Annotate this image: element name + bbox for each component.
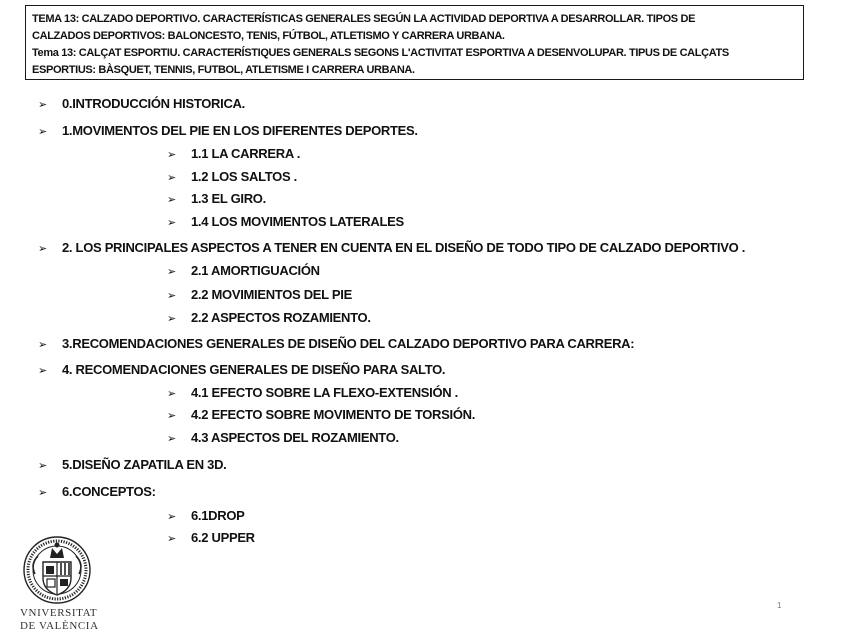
title-line-es-1: TEMA 13: CALZADO DEPORTIVO. CARACTERÍSTICAS GENERALES SEGÚN LA ACTIVIDAD DEPORTIVA A DESARROLLAR. TIPOS DE [32, 13, 696, 25]
outline-item-6-1 [167, 508, 245, 523]
title-line-ca-2: ESPORTIUS: BÀSQUET, TENNIS, FUTBOL, ATLETISME I CARRERA URBANA. [32, 64, 415, 76]
outline-item-0 [38, 96, 245, 111]
outline-item-text: 1.MOVIMENTOS DEL PIE EN LOS DIFERENTES DEPORTES. [62, 123, 418, 138]
outline-item-text: 4.3 ASPECTOS DEL ROZAMIENTO. [191, 430, 399, 445]
outline-item-text: 2.2 MOVIMIENTOS DEL PIE [191, 287, 352, 302]
arrow-bullet-icon: ➢ [167, 290, 176, 302]
outline-item-2-1 [167, 263, 320, 278]
university-seal-logo [16, 534, 106, 634]
outline-item-text: 6.1DROP [191, 508, 245, 523]
logo-text-line-1: VNIVERSITAT [20, 607, 98, 619]
arrow-bullet-icon: ➢ [167, 433, 176, 445]
outline-item-text: 2.2 ASPECTOS ROZAMIENTO. [191, 310, 371, 325]
arrow-bullet-icon: ➢ [167, 313, 176, 325]
outline-item-text: 2. LOS PRINCIPALES ASPECTOS A TENER EN CUENTA EN EL DISEÑO DE TODO TIPO DE CALZADO DEPORTIVO . [62, 240, 746, 255]
arrow-bullet-icon: ➢ [38, 99, 47, 111]
title-line-ca-1: Tema 13: CALÇAT ESPORTIU. CARACTERÍSTIQUES GENERALS SEGONS L'ACTIVITAT ESPORTIVA A DESENVOLUPAR. TIPUS DE CALÇATS [32, 47, 729, 59]
outline-item-4-1 [167, 385, 458, 400]
outline-item-3 [38, 336, 634, 351]
outline-item-text: 6.CONCEPTOS: [62, 484, 156, 499]
arrow-bullet-icon: ➢ [167, 388, 176, 400]
outline-item-6-2 [167, 530, 255, 545]
outline-item-text: 2.1 AMORTIGUACIÓN [191, 263, 320, 278]
outline-item-2-3 [167, 310, 371, 325]
arrow-bullet-icon: ➢ [38, 339, 47, 351]
outline-item-text: 5.DISEÑO ZAPATILA EN 3D. [62, 457, 227, 472]
arrow-bullet-icon: ➢ [38, 243, 47, 255]
outline-item-text: 0.INTRODUCCIÓN HISTORICA. [62, 96, 245, 111]
outline-item-1-3 [167, 191, 266, 206]
outline-item-6 [38, 484, 156, 499]
title-line-es-2: CALZADOS DEPORTIVOS: BALONCESTO, TENIS, FÚTBOL, ATLETISMO Y CARRERA URBANA. [32, 30, 505, 42]
arrow-bullet-icon: ➢ [167, 410, 176, 422]
outline-item-1 [38, 123, 418, 138]
outline-item-text: 6.2 UPPER [191, 530, 255, 545]
arrow-bullet-icon: ➢ [38, 126, 47, 138]
arrow-bullet-icon: ➢ [167, 172, 176, 184]
outline-item-text: 4. RECOMENDACIONES GENERALES DE DISEÑO PARA SALTO. [62, 362, 446, 377]
outline-item-text: 1.1 LA CARRERA . [191, 146, 301, 161]
outline-item-4 [38, 362, 445, 377]
outline-item-text: 1.3 EL GIRO. [191, 191, 266, 206]
arrow-bullet-icon: ➢ [167, 217, 176, 229]
arrow-bullet-icon: ➢ [38, 460, 47, 472]
outline-item-4-3 [167, 430, 399, 445]
outline-item-1-1 [167, 146, 300, 161]
outline-item-text: 1.2 LOS SALTOS . [191, 169, 297, 184]
outline-item-5 [38, 457, 226, 472]
arrow-bullet-icon: ➢ [167, 149, 176, 161]
outline-item-4-2 [167, 407, 475, 422]
arrow-bullet-icon: ➢ [167, 511, 176, 523]
logo-text-line-2: DE VALÈNCIA [20, 620, 99, 632]
arrow-bullet-icon: ➢ [38, 487, 47, 499]
arrow-bullet-icon: ➢ [167, 533, 176, 545]
outline-item-2-2 [167, 287, 352, 302]
page-number: 1 [777, 601, 782, 610]
arrow-bullet-icon: ➢ [38, 365, 47, 377]
outline-item-1-2 [167, 169, 297, 184]
outline-item-text: 4.2 EFECTO SOBRE MOVIMENTO DE TORSIÓN. [191, 407, 476, 422]
outline-item-1-4 [167, 214, 404, 229]
outline-item-text: 3.RECOMENDACIONES GENERALES DE DISEÑO DEL CALZADO DEPORTIVO PARA CARRERA: [62, 336, 635, 351]
arrow-bullet-icon: ➢ [167, 194, 176, 206]
outline-item-text: 4.1 EFECTO SOBRE LA FLEXO-EXTENSIÓN . [191, 385, 458, 400]
outline-item-text: 1.4 LOS MOVIMENTOS LATERALES [191, 214, 404, 229]
outline-item-2 [38, 240, 745, 255]
arrow-bullet-icon: ➢ [167, 266, 176, 278]
